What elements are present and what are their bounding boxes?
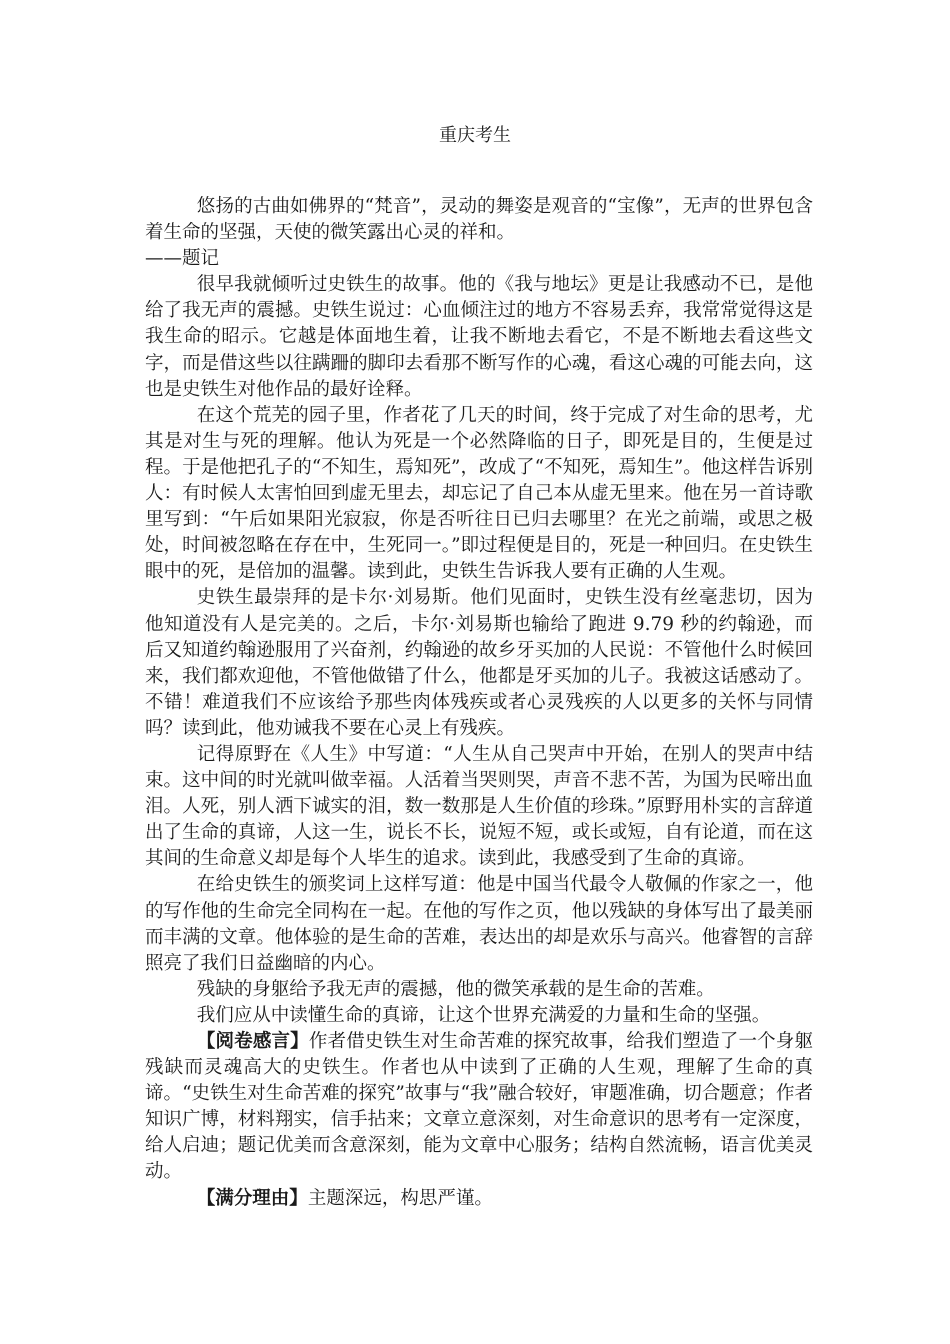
paragraph-1: 很早我就倾听过史铁生的故事。他的《我与地坛》更是让我感动不已，是他给了我无声的震撼。史铁生说过：心血倾注过的地方不容易丢弃，我常常觉得这是我生命的昭示。它越是体面地生着，让我不断地去看它，不是不断地去看这些文字，而是借这些以往蹒跚的脚印去看那不断写作的心魂，看这心魂的可能去向，这也是史铁生对他作品的最好诠释。 — [145, 274, 813, 400]
epigraph-mark: ——题记 — [145, 248, 220, 270]
paragraph-5: 在给史铁生的颁奖词上这样写道：他是中国当代最令人敬佩的作家之一，他的写作他的生命完全同构在一起。在他的写作之页，他以残缺的身体写出了最美丽而丰满的文章。他体验的是生命的苦难，表达出的却是欢乐与高兴。他睿智的言辞照亮了我们日益幽暗的内心。 — [145, 874, 813, 974]
document-body — [145, 194, 813, 1212]
paragraph-3: 史铁生最崇拜的是卡尔·刘易斯。他们见面时，史铁生没有丝毫悲切，因为他知道没有人是完美的。之后，卡尔·刘易斯也输给了跑进 9.79 秒的约翰逊，而后又知道约翰逊服用了兴奋剂，约翰逊的故乡牙买加的人民说：不管他什么时候回来，我们都欢迎他，不管他做错了什么，他都是牙买加的儿子。我被这话感动了。不错！难道我们不应该给予那些肉体残疾或者心灵残疾的人以更多的关怀与同情吗？读到此，他劝诫我不要在心灵上有残疾。 — [145, 587, 813, 739]
comment-label: 【阅卷感言】 — [196, 1031, 309, 1052]
comment-text: 作者借史铁生对生命苦难的探究故事，给我们塑造了一个身躯残缺而灵魂高大的史铁生。作者也从中读到了正确的人生观，理解了生命的真谛。“史铁生对生命苦难的探究”故事与“我”融合较好，审题准确，切合题意；作者知识广博，材料翔实，信手拈来；文章立意深刻，对生命意识的思考有一定深度，给人启迪；题记优美而含意深刻，能为文章中心服务；结构自然流畅，语言优美灵动。 — [145, 1031, 813, 1183]
paragraph-2: 在这个荒芜的园子里，作者花了几天的时间，终于完成了对生命的思考，尤其是对生与死的理解。他认为死是一个必然降临的日子，即死是目的，生便是过程。于是他把孔子的“不知生，焉知死”，改成了“不知死，焉知生”。他这样告诉别人：有时候人太害怕回到虚无里去，却忘记了自己本从虚无里来。他在另一首诗歌里写到：“午后如果阳光寂寂，你是否听往日已归去哪里？在光之前端，或思之极处，时间被忽略在存在中，生死同一。”即过程便是目的，死是一种回归。在史铁生眼中的死，是倍加的温馨。读到此，史铁生告诉我人要有正确的人生观。 — [145, 404, 813, 583]
epigraph: 悠扬的古曲如佛界的“梵音”，灵动的舞姿是观音的“宝像”，无声的世界包含着生命的坚强，天使的微笑露出心灵的祥和。 — [145, 196, 813, 244]
paragraph-4: 记得原野在《人生》中写道：“人生从自己哭声中开始，在别人的哭声中结束。这中间的时光就叫做幸福。人活着当哭则哭，声音不悲不苦，为国为民啼出血泪。人死，别人洒下诚实的泪，数一数那是人生价值的珍珠。”原野用朴实的言辞道出了生命的真谛，人这一生，说长不长，说短不短，或长或短，自有论道，而在这其间的生命意义却是每个人毕生的追求。读到此，我感受到了生命的真谛。 — [145, 743, 813, 870]
reason-label: 【满分理由】 — [196, 1187, 308, 1209]
reason-paragraph — [145, 1186, 813, 1212]
comment-paragraph — [145, 1029, 813, 1186]
reason-text: 主题深远，构思严谨。 — [307, 1187, 493, 1209]
document-title: 重庆考生 — [439, 125, 511, 146]
paragraph-7: 我们应从中读懂生命的真谛，让这个世界充满爱的力量和生命的坚强。 — [196, 1004, 771, 1026]
paragraph-6: 残缺的身躯给予我无声的震撼，他的微笑承载的是生命的苦难。 — [196, 978, 715, 1000]
